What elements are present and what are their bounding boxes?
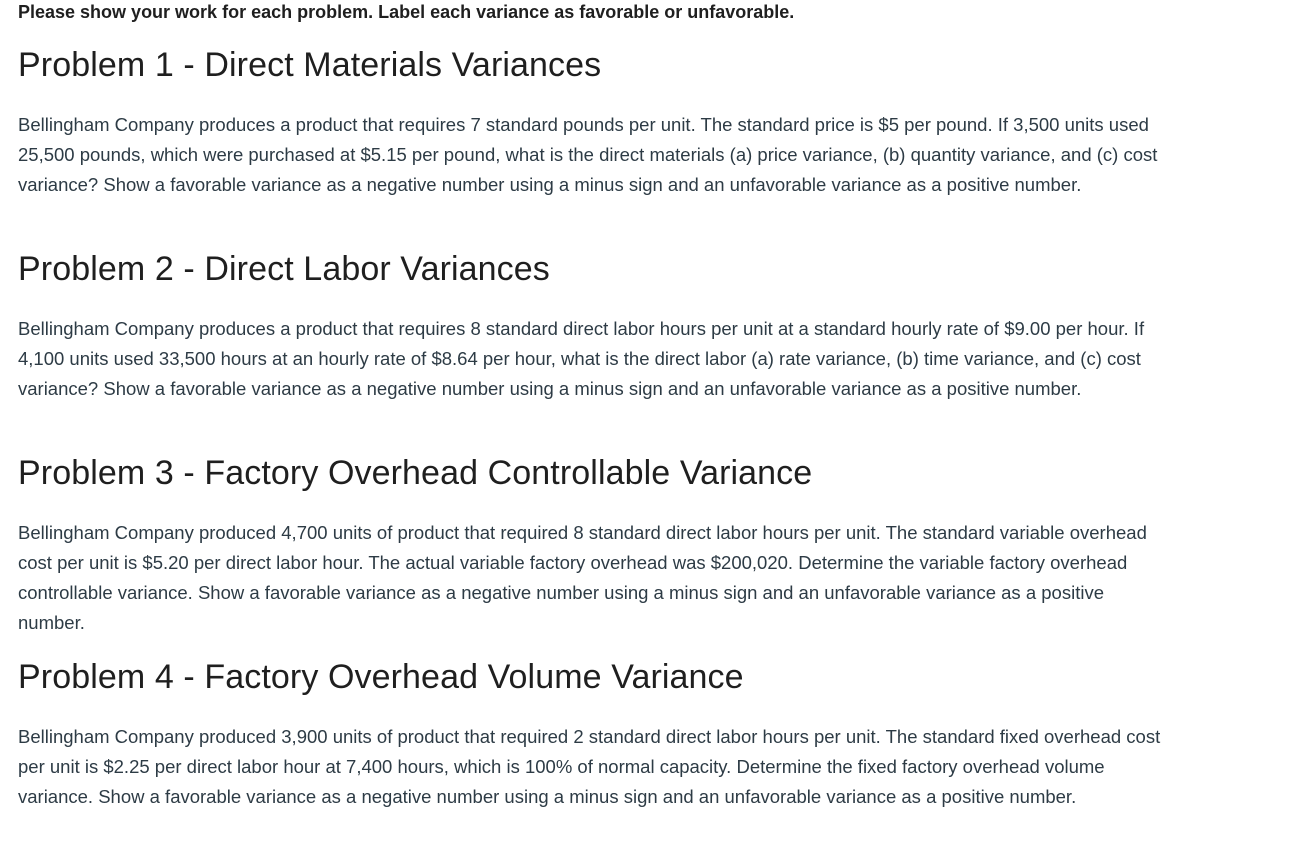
problem-3-title: Problem 3 - Factory Overhead Controllable Variance: [18, 454, 813, 492]
problem-4-title: Problem 4 - Factory Overhead Volume Variance: [18, 658, 744, 696]
problem-3-text: Bellingham Company produced 4,700 units of product that required 8 standard direct labor hours per unit. The standard variable overhead cost per unit is $5.20 per direct labor hour. The actual variable factory overhead was $200,020. Determine the variable factory overhead controllable variance. Show a favorable variance as a negative number using a minus sign and an unfavorable variance as a positive number.: [18, 522, 1147, 633]
problem-1-title: Problem 1 - Direct Materials Variances: [18, 46, 602, 84]
problem-2-title: Problem 2 - Direct Labor Variances: [18, 250, 550, 288]
problem-4-text: Bellingham Company produced 3,900 units of product that required 2 standard direct labor hours per unit. The standard fixed overhead cost per unit is $2.25 per direct labor hour at 7,400 hours, which is 100% of normal capacity. Determine the fixed factory overhead volume variance. Show a favorable variance as a negative number using a minus sign and an unfavorable variance as a positive number.: [18, 726, 1161, 807]
instructions-text: Please show your work for each problem. Label each variance as favorable or unfavorable.: [18, 2, 795, 22]
problem-1-text: Bellingham Company produces a product that requires 7 standard pounds per unit. The standard price is $5 per pound. If 3,500 units used 25,500 pounds, which were purchased at $5.15 per pound, what is the direct materials (a) price variance, (b) quantity variance, and (c) cost variance? Show a favorable variance as a negative number using a minus sign and an unfavorable variance as a positive number.: [18, 114, 1158, 195]
problem-2-text: Bellingham Company produces a product that requires 8 standard direct labor hours per unit at a standard hourly rate of $9.00 per hour. If 4,100 units used 33,500 hours at an hourly rate of $8.64 per hour, what is the direct labor (a) rate variance, (b) time variance, and (c) cost variance? Show a favorable variance as a negative number using a minus sign and an unfavorable variance as a positive number.: [18, 318, 1145, 399]
